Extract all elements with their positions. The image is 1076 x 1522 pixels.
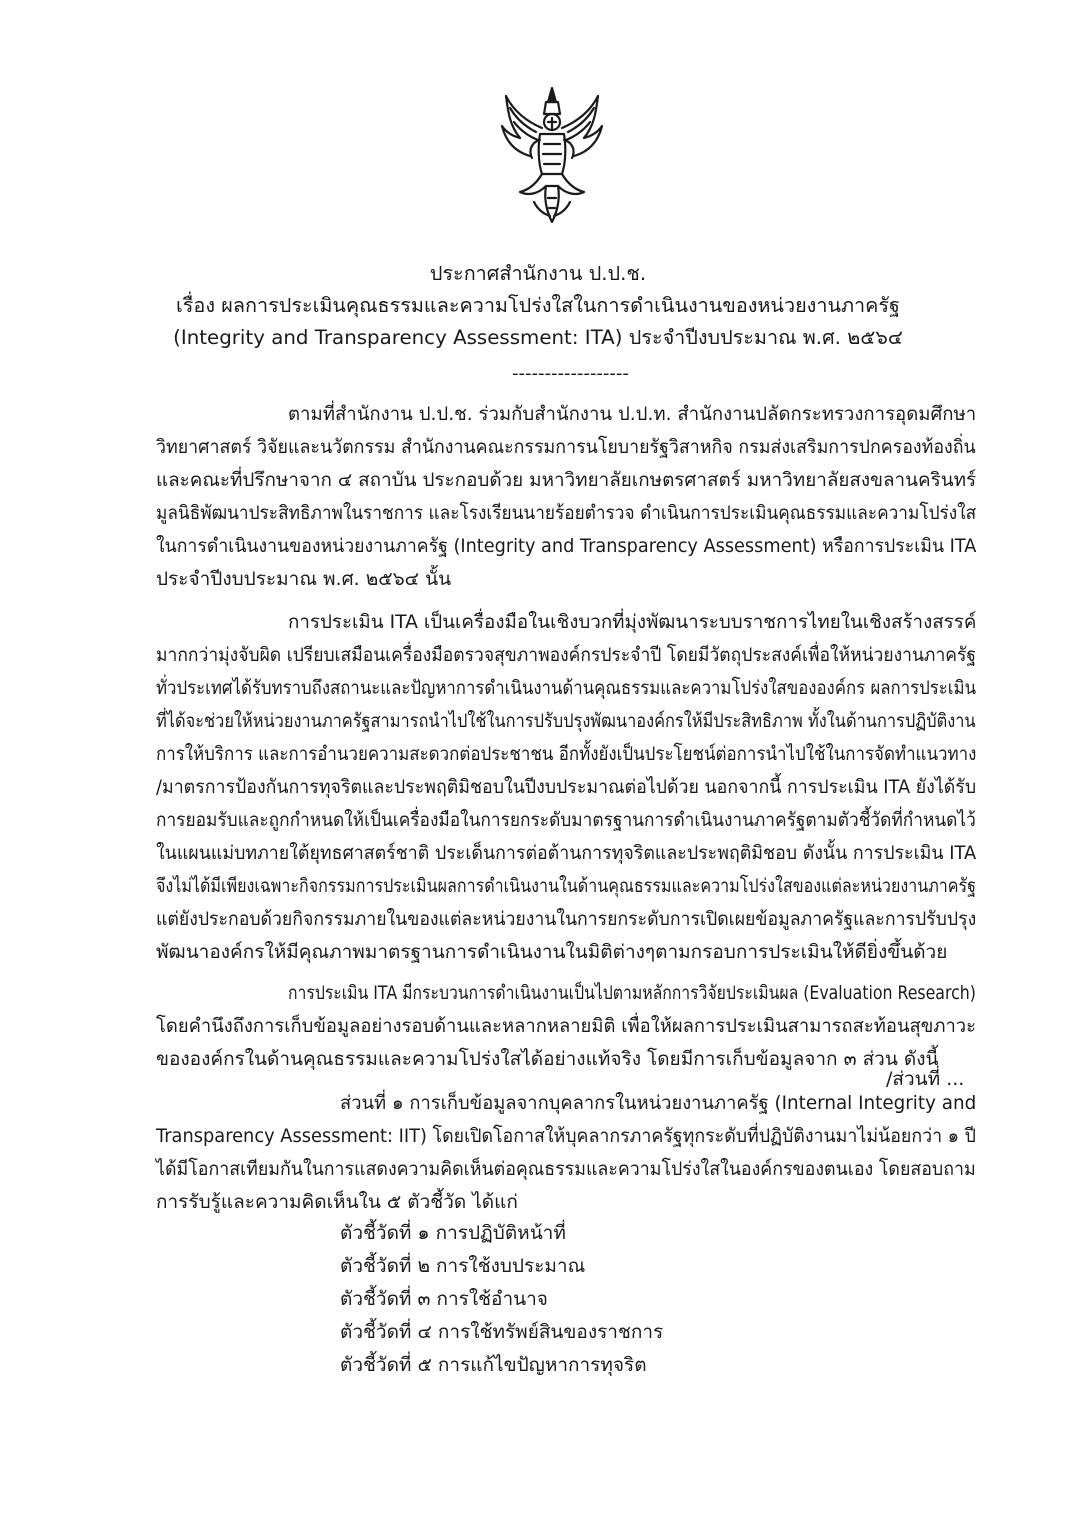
text-line: และคณะที่ปรึกษาจาก ๔ สถาบัน ประกอบด้วย มหาวิทยาลัยเกษตรศาสตร์ มหาวิทยาลัยสงขลานครินทร์ [156, 469, 977, 491]
text-line: การประเมิน ITA มีกระบวนการดำเนินงานเป็นไปตามหลักการวิจัยประเมินผล (Evaluation Research) [288, 982, 976, 1004]
announcement-subject-en: (Integrity and Transparency Assessment: ITA) ประจำปีงบประมาณ พ.ศ. ๒๕๖๔ [173, 326, 903, 349]
text-line: มากกว่ามุ่งจับผิด เปรียบเสมือนเครื่องมือตรวจสุขภาพองค์กรประจำปี โดยมีวัตถุประสงค์เพื่อให้หน่วยงานภาครัฐ [156, 644, 977, 666]
indicator-item: ตัวชี้วัดที่ ๕ การแก้ไขปัญหาการทุจริต [340, 1354, 647, 1376]
announcement-agency: ประกาศสำนักงาน ป.ป.ช. [429, 262, 647, 285]
announcement-subject: เรื่อง ผลการประเมินคุณธรรมและความโปร่งใสในการดำเนินงานของหน่วยงานภาครัฐ [176, 294, 900, 317]
indicator-item: ตัวชี้วัดที่ ๓ การใช้อำนาจ [340, 1288, 548, 1310]
text-line: การให้บริการ และการอำนวยความสะดวกต่อประชาชน อีกทั้งยังเป็นประโยชน์ต่อการนำไปใช้ในการจัดทำแนวทาง [156, 743, 977, 765]
indicator-item: ตัวชี้วัดที่ ๔ การใช้ทรัพย์สินของราชการ [340, 1321, 664, 1343]
text-line: ขององค์กรในด้านคุณธรรมและความโปร่งใสได้อย่างแท้จริง โดยมีการเก็บข้อมูลจาก ๓ ส่วน ดังนี้ [156, 1048, 939, 1070]
header-divider: ------------------ [512, 363, 629, 384]
text-line: การรับรู้และความคิดเห็นใน ๕ ตัวชี้วัด ได้แก่ [156, 1191, 518, 1213]
paragraph-intro [156, 398, 976, 596]
paragraph-ita-purpose [156, 606, 976, 969]
text-line: การยอมรับและถูกกำหนดให้เป็นเครื่องมือในการยกระดับมาตรฐานการดำเนินงานภาครัฐตามตัวชี้วัดที่กำหนดไว้ [156, 809, 976, 831]
text-line: Transparency Assessment: IIT) โดยเปิดโอกาสให้บุคลากรภาครัฐทุกระดับที่ปฏิบัติงานมาไม่น้อยกว่า ๑ ปี [156, 1125, 976, 1147]
text-line: วิทยาศาสตร์ วิจัยและนวัตกรรม สำนักงานคณะกรรมการนโยบายรัฐวิสาหกิจ กรมส่งเสริมการปกครองท้องถิ่น [156, 436, 976, 458]
text-line: ในการดำเนินงานของหน่วยงานภาครัฐ (Integrity and Transparency Assessment) หรือการประเมิน ITA [156, 535, 977, 557]
text-line: จึงไม่ได้มีเพียงเฉพาะกิจกรรมการประเมินผลการดำเนินงานในด้านคุณธรรมและความโปร่งใสของแต่ละหน่วยงานภาครัฐ [156, 875, 977, 897]
page-continuation: /ส่วนที่ ... [886, 1068, 965, 1090]
text-line: ในแผนแม่บทภายใต้ยุทธศาสตร์ชาติ ประเด็นการต่อต้านการทุจริตและประพฤติมิชอบ ดังนั้น การประเมิน ITA [156, 842, 977, 864]
text-line: ประจำปีงบประมาณ พ.ศ. ๒๕๖๔ นั้น [156, 568, 452, 590]
text-line: การประเมิน ITA เป็นเครื่องมือในเชิงบวกที่มุ่งพัฒนาระบบราชการไทยในเชิงสร้างสรรค์ [288, 611, 977, 633]
text-line: โดยคำนึงถึงการเก็บข้อมูลอย่างรอบด้านและหลากหลายมิติ เพื่อให้ผลการประเมินสามารถสะท้อนสุขภาวะ [156, 1015, 976, 1037]
text-line: ที่ได้จะช่วยให้หน่วยงานภาครัฐสามารถนำไปใช้ในการปรับปรุงพัฒนาองค์กรให้มีประสิทธิภาพ ทั้งในด้านการปฏิบัติงาน [156, 710, 976, 732]
paragraph-methodology [156, 977, 976, 1076]
text-line: พัฒนาองค์กรให้มีคุณภาพมาตรฐานการดำเนินงานในมิติต่างๆตามกรอบการประเมินให้ดียิ่งขึ้นด้วย [156, 941, 948, 963]
paragraph-part-one [156, 1087, 976, 1219]
text-line: มูลนิธิพัฒนาประสิทธิภาพในราชการ และโรงเรียนนายร้อยตำรวจ ดำเนินการประเมินคุณธรรมและความโปร่งใส [156, 502, 977, 524]
text-line: ส่วนที่ ๑ การเก็บข้อมูลจากบุคลากรในหน่วยงานภาครัฐ (Internal Integrity and [340, 1092, 977, 1114]
text-line: ตามที่สำนักงาน ป.ป.ช. ร่วมกับสำนักงาน ป.ป.ท. สำนักงานปลัดกระทรวงการอุดมศึกษา [288, 403, 977, 425]
indicator-item: ตัวชี้วัดที่ ๑ การปฏิบัติหน้าที่ [340, 1222, 566, 1244]
text-line: ได้มีโอกาสเทียมกันในการแสดงความคิดเห็นต่อคุณธรรมและความโปร่งใสในองค์กรของตนเอง โดยสอบถาม [156, 1158, 976, 1180]
text-line: ทั่วประเทศได้รับทราบถึงสถานะและปัญหาการดำเนินงานด้านคุณธรรมและความโปร่งใสขององค์กร ผลการประเมิน [156, 677, 977, 699]
text-line: /มาตรการป้องกันการทุจริตและประพฤติมิชอบในปีงบประมาณต่อไปด้วย นอกจากนี้ การประเมิน ITA ยังได้รับ [156, 776, 977, 798]
text-line: แต่ยังประกอบด้วยกิจกรรมภายในของแต่ละหน่วยงานในการยกระดับการเปิดเผยข้อมูลภาครัฐและการปรับปรุง [156, 908, 977, 930]
indicator-item: ตัวชี้วัดที่ ๒ การใช้งบประมาณ [340, 1255, 586, 1277]
garuda-emblem-icon [498, 82, 606, 232]
